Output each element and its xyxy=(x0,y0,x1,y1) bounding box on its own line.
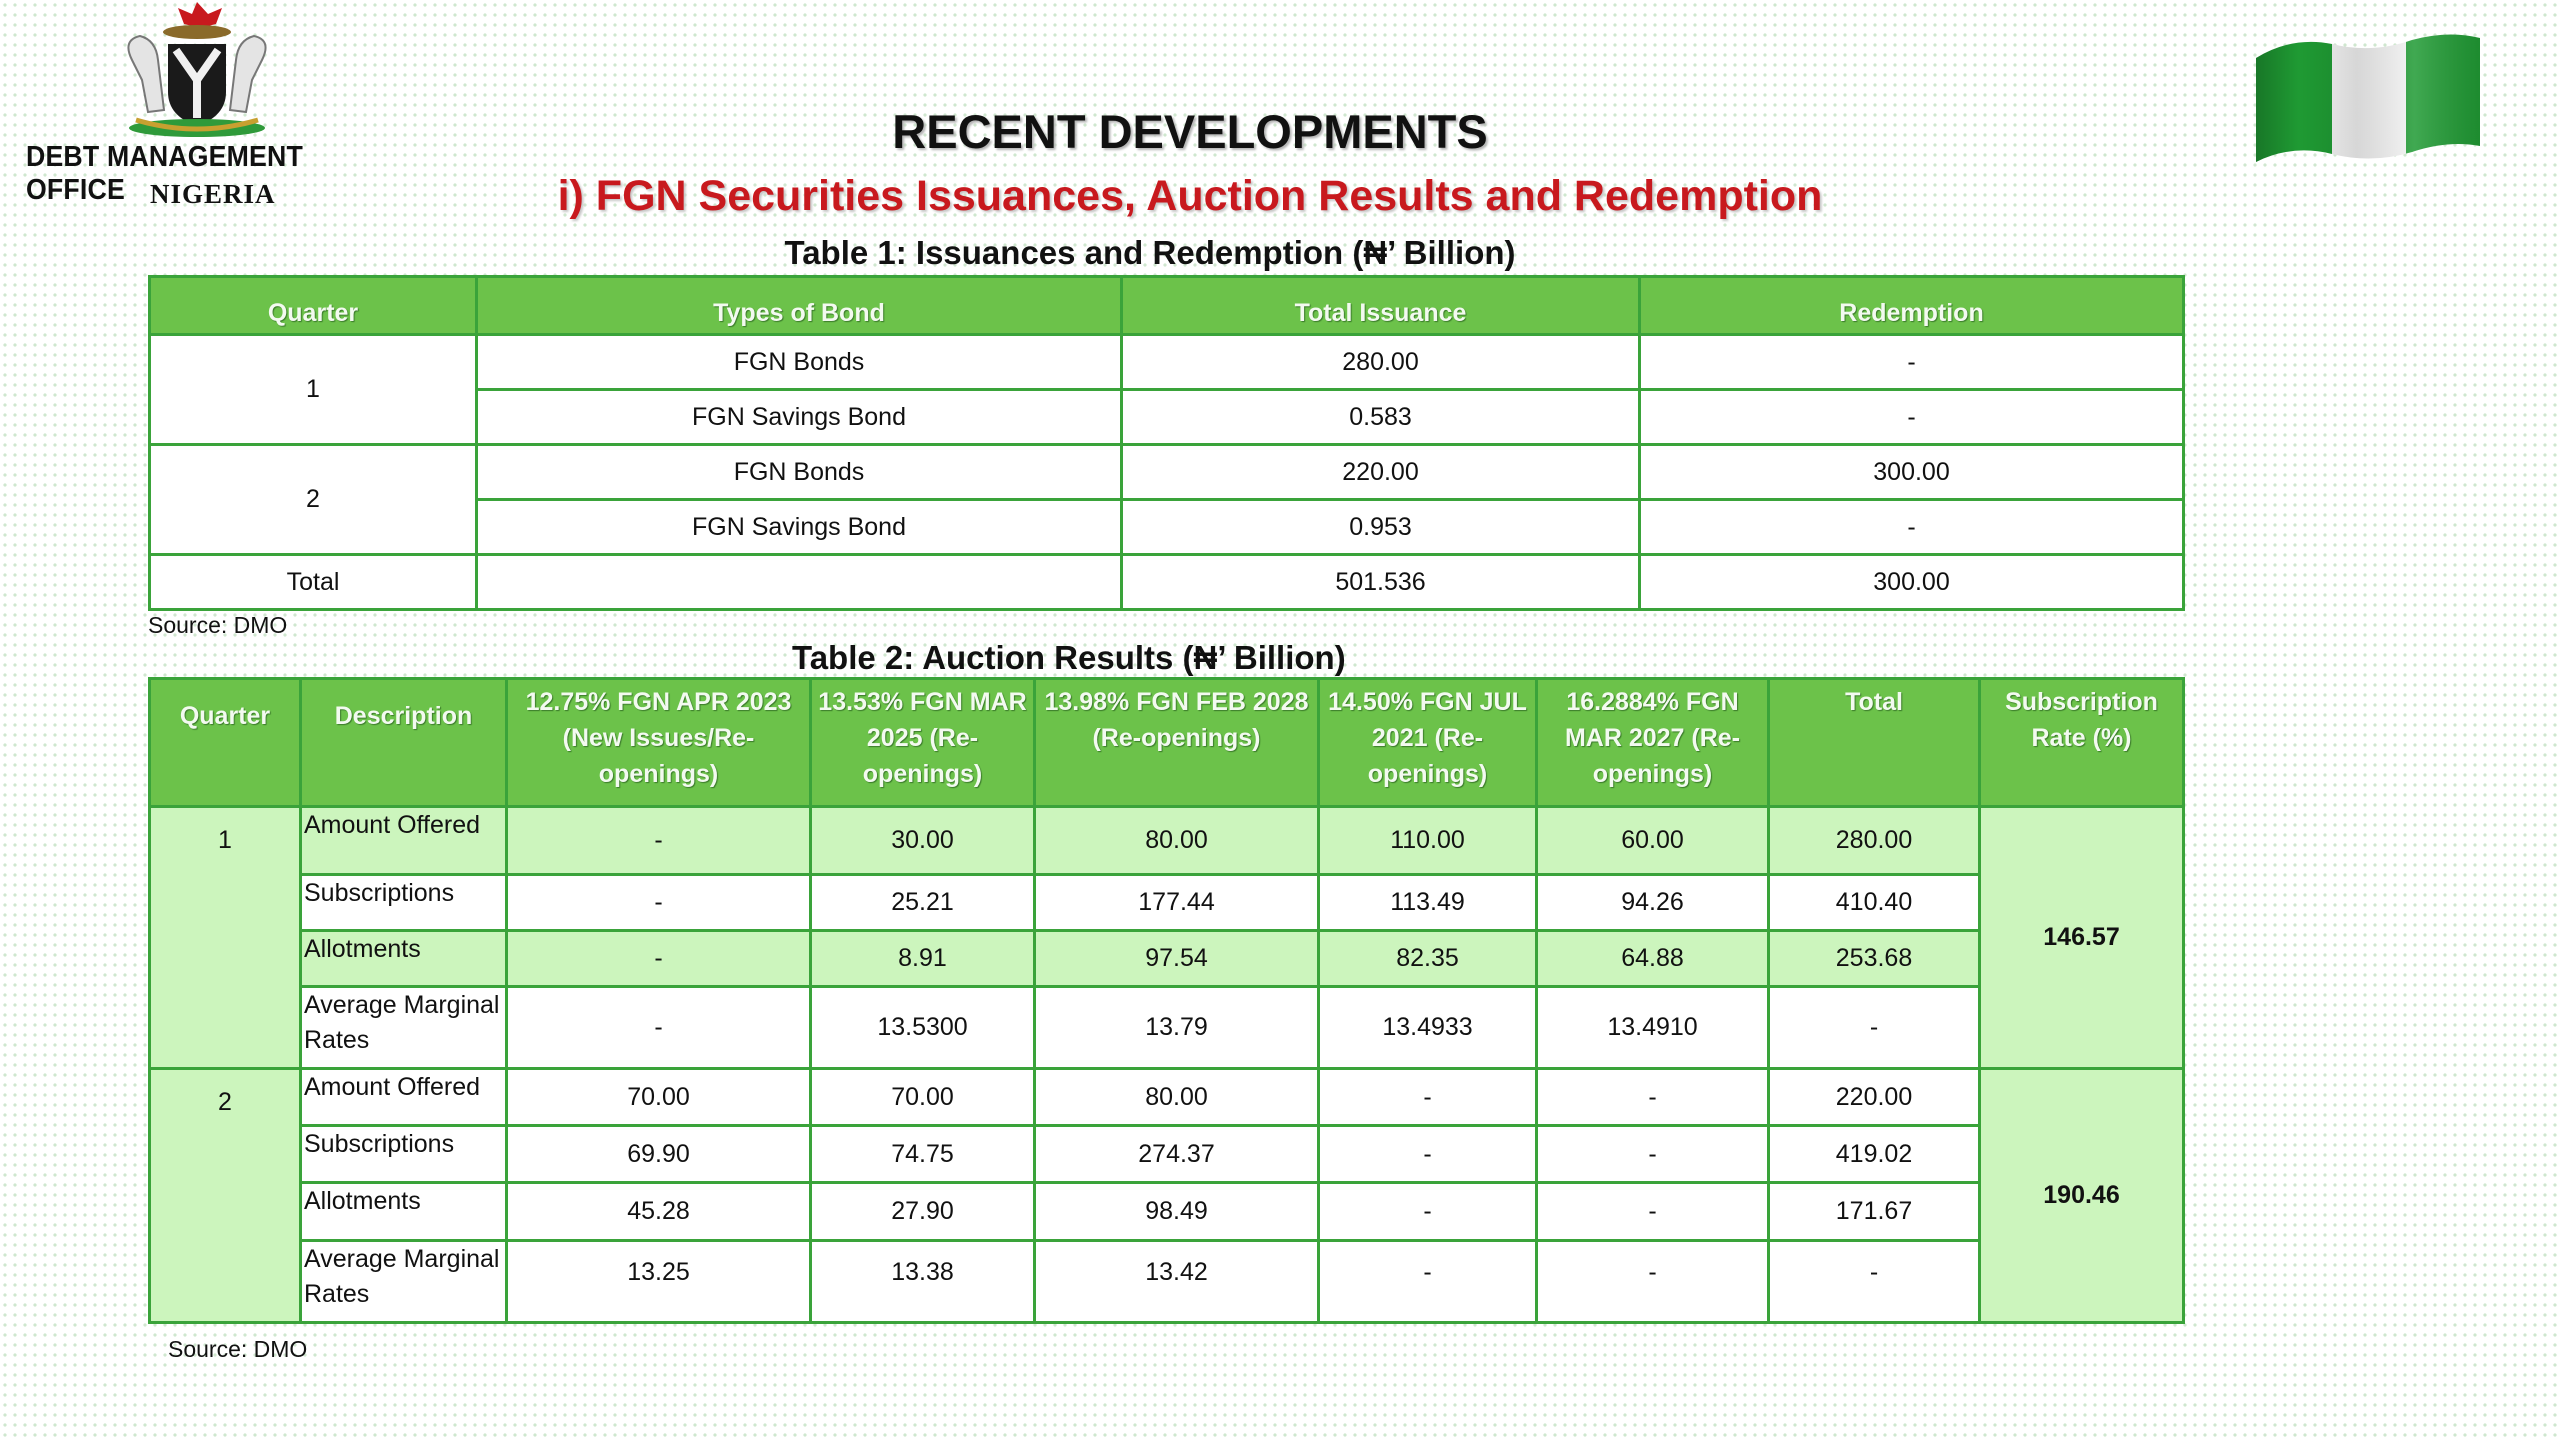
value-cell: 98.49 xyxy=(1035,1183,1319,1241)
value-cell: 70.00 xyxy=(507,1069,811,1126)
org-name: DEBT MANAGEMENT OFFICE xyxy=(26,141,303,206)
quarter-cell: 2 xyxy=(150,1069,301,1323)
value-cell: - xyxy=(1537,1183,1769,1241)
issuance-cell: 0.583 xyxy=(1122,390,1640,445)
value-cell: 80.00 xyxy=(1035,1069,1319,1126)
value-cell: - xyxy=(507,875,811,931)
redemption-cell: - xyxy=(1640,335,2184,390)
description-cell: Amount Offered xyxy=(301,1069,507,1126)
issuance-cell: 0.953 xyxy=(1122,500,1640,555)
table-row xyxy=(150,445,2184,500)
column-header: Redemption xyxy=(1640,277,2184,335)
table2-source: Source: DMO xyxy=(168,1336,308,1362)
auction-results-table xyxy=(148,677,2185,1324)
value-cell: 25.21 xyxy=(811,875,1035,931)
issuance-cell: 280.00 xyxy=(1122,335,1640,390)
value-cell: - xyxy=(1319,1069,1537,1126)
value-cell: 45.28 xyxy=(507,1183,811,1241)
value-cell: 13.25 xyxy=(507,1241,811,1323)
table-row xyxy=(150,1183,2184,1241)
total-cell: 280.00 xyxy=(1769,807,1980,875)
bond-type-cell: FGN Bonds xyxy=(477,335,1122,390)
column-header: 12.75% FGN APR 2023 (New Issues/Re-openings) xyxy=(507,679,811,807)
value-cell: - xyxy=(1537,1069,1769,1126)
table2-caption: Table 2: Auction Results (₦’ Billion) xyxy=(792,639,1346,676)
total-cell: 220.00 xyxy=(1769,1069,1980,1126)
description-cell: Subscriptions xyxy=(301,875,507,931)
total-cell: - xyxy=(1769,1241,1980,1323)
value-cell: 97.54 xyxy=(1035,931,1319,987)
value-cell: 8.91 xyxy=(811,931,1035,987)
issuance-redemption-table xyxy=(148,275,2185,611)
bond-type-cell: FGN Bonds xyxy=(477,445,1122,500)
redemption-cell: - xyxy=(1640,390,2184,445)
issuance-cell: 220.00 xyxy=(1122,445,1640,500)
value-cell: 64.88 xyxy=(1537,931,1769,987)
redemption-cell: 300.00 xyxy=(1640,445,2184,500)
value-cell: 13.38 xyxy=(811,1241,1035,1323)
column-header: 14.50% FGN JUL 2021 (Re-openings) xyxy=(1319,679,1537,807)
table-row xyxy=(150,987,2184,1069)
column-header: 16.2884% FGN MAR 2027 (Re-openings) xyxy=(1537,679,1769,807)
description-cell: Average Marginal Rates xyxy=(301,987,507,1069)
subscription-rate-cell: 190.46 xyxy=(1980,1069,2184,1323)
column-header: Total Issuance xyxy=(1122,277,1640,335)
table1-source: Source: DMO xyxy=(148,612,288,638)
value-cell: - xyxy=(1537,1241,1769,1323)
column-header: Quarter xyxy=(150,679,301,807)
value-cell: - xyxy=(1537,1126,1769,1183)
redemption-cell: - xyxy=(1640,500,2184,555)
table-row xyxy=(150,335,2184,390)
quarter-cell: 1 xyxy=(150,335,477,445)
value-cell: 274.37 xyxy=(1035,1126,1319,1183)
page-title: RECENT DEVELOPMENTS xyxy=(892,105,1488,158)
value-cell: 69.90 xyxy=(507,1126,811,1183)
value-cell: - xyxy=(507,807,811,875)
value-cell: 113.49 xyxy=(1319,875,1537,931)
value-cell: - xyxy=(1319,1126,1537,1183)
table1-caption: Table 1: Issuances and Redemption (₦’ Billion) xyxy=(784,234,1516,271)
redemption-cell: 300.00 xyxy=(1640,555,2184,610)
description-cell: Allotments xyxy=(301,1183,507,1241)
description-cell: Amount Offered xyxy=(301,807,507,875)
column-header: 13.53% FGN MAR 2025 (Re-openings) xyxy=(811,679,1035,807)
table-row xyxy=(150,1126,2184,1183)
bond-type-cell xyxy=(477,555,1122,610)
issuance-cell: 501.536 xyxy=(1122,555,1640,610)
total-cell: 410.40 xyxy=(1769,875,1980,931)
value-cell: 13.79 xyxy=(1035,987,1319,1069)
column-header: Types of Bond xyxy=(477,277,1122,335)
value-cell: - xyxy=(1319,1241,1537,1323)
total-label-cell: Total xyxy=(150,555,477,610)
org-country: NIGERIA xyxy=(150,179,276,209)
value-cell: 94.26 xyxy=(1537,875,1769,931)
value-cell: 82.35 xyxy=(1319,931,1537,987)
value-cell: 74.75 xyxy=(811,1126,1035,1183)
value-cell: 110.00 xyxy=(1319,807,1537,875)
total-cell: 171.67 xyxy=(1769,1183,1980,1241)
total-cell: - xyxy=(1769,987,1980,1069)
value-cell: 70.00 xyxy=(811,1069,1035,1126)
description-cell: Allotments xyxy=(301,931,507,987)
total-row xyxy=(150,555,2184,610)
value-cell: 177.44 xyxy=(1035,875,1319,931)
page-subtitle: i) FGN Securities Issuances, Auction Results and Redemption xyxy=(557,172,1823,220)
column-header: 13.98% FGN FEB 2028 (Re-openings) xyxy=(1035,679,1319,807)
total-cell: 253.68 xyxy=(1769,931,1980,987)
value-cell: 13.42 xyxy=(1035,1241,1319,1323)
bond-type-cell: FGN Savings Bond xyxy=(477,500,1122,555)
value-cell: 30.00 xyxy=(811,807,1035,875)
column-header: Subscription Rate (%) xyxy=(1980,679,2184,807)
value-cell: 80.00 xyxy=(1035,807,1319,875)
value-cell: 27.90 xyxy=(811,1183,1035,1241)
column-header: Description xyxy=(301,679,507,807)
description-cell: Subscriptions xyxy=(301,1126,507,1183)
bond-type-cell: FGN Savings Bond xyxy=(477,390,1122,445)
value-cell: - xyxy=(507,987,811,1069)
quarter-cell: 1 xyxy=(150,807,301,1069)
value-cell: 13.4933 xyxy=(1319,987,1537,1069)
value-cell: - xyxy=(507,931,811,987)
column-header: Total xyxy=(1769,679,1980,807)
total-cell: 419.02 xyxy=(1769,1126,1980,1183)
value-cell: - xyxy=(1319,1183,1537,1241)
table-header-row xyxy=(150,277,2184,335)
table-row xyxy=(150,931,2184,987)
table-row xyxy=(150,807,2184,875)
description-cell: Average Marginal Rates xyxy=(301,1241,507,1323)
quarter-cell: 2 xyxy=(150,445,477,555)
table-row xyxy=(150,1069,2184,1126)
column-header: Quarter xyxy=(150,277,477,335)
subscription-rate-cell: 146.57 xyxy=(1980,807,2184,1069)
table-row xyxy=(150,1241,2184,1323)
value-cell: 60.00 xyxy=(1537,807,1769,875)
value-cell: 13.5300 xyxy=(811,987,1035,1069)
table-row xyxy=(150,875,2184,931)
table-header-row xyxy=(150,679,2184,807)
value-cell: 13.4910 xyxy=(1537,987,1769,1069)
